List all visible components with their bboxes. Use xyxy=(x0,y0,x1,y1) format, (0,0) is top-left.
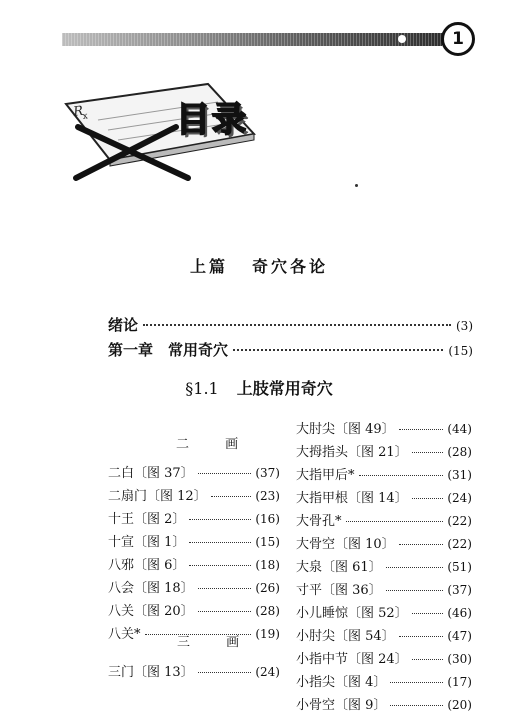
dot-leader xyxy=(198,588,252,589)
entry-page: (37) xyxy=(255,466,280,480)
dot-leader xyxy=(198,473,252,474)
entry-name: 小指尖〔图 4〕 xyxy=(296,675,387,690)
entry-page: (20) xyxy=(447,698,472,712)
entry-page: (46) xyxy=(447,606,472,620)
entry-name: 八关* xyxy=(108,627,141,642)
entry-name: 小肘尖〔图 54〕 xyxy=(296,629,395,644)
entry-page: (24) xyxy=(255,665,280,679)
toc-entry[interactable] xyxy=(296,510,472,530)
dot-leader xyxy=(412,659,444,660)
entry-page: (28) xyxy=(447,445,472,459)
header-decor-dot xyxy=(398,35,406,43)
dot-leader xyxy=(346,521,444,522)
section-name: 上肢常用奇穴 xyxy=(236,379,333,398)
dot-leader xyxy=(198,672,252,673)
dot-leader xyxy=(412,613,444,614)
entry-page: (19) xyxy=(255,627,280,641)
dot-leader xyxy=(399,544,444,545)
entry-name: 八邪〔图 6〕 xyxy=(108,558,186,573)
part-name: 奇穴各论 xyxy=(252,257,329,276)
entry-page: (16) xyxy=(255,512,280,526)
entry-name: 大拇指头〔图 21〕 xyxy=(296,445,408,460)
chapter-label: 绪论 xyxy=(108,316,139,334)
entry-name: 二白〔图 37〕 xyxy=(108,466,194,481)
toc-entry[interactable] xyxy=(296,694,472,714)
toc-entry[interactable] xyxy=(296,533,472,553)
dot-leader xyxy=(233,349,443,351)
toc-entry[interactable] xyxy=(296,602,472,622)
dot-leader xyxy=(143,324,451,326)
entry-name: 十王〔图 2〕 xyxy=(108,512,186,527)
entry-name: 小骨空〔图 9〕 xyxy=(296,698,387,713)
entry-page: (44) xyxy=(447,422,472,436)
toc-entry[interactable] xyxy=(296,625,472,645)
toc-entry[interactable] xyxy=(108,531,280,551)
dot-leader xyxy=(145,634,252,635)
toc-entry[interactable] xyxy=(108,508,280,528)
entry-name: 大肘尖〔图 49〕 xyxy=(296,422,395,437)
entry-name: 二扇门〔图 12〕 xyxy=(108,489,207,504)
toc-entry[interactable] xyxy=(108,623,280,643)
toc-entry[interactable] xyxy=(296,441,472,461)
toc-entry[interactable] xyxy=(296,464,472,484)
entry-page: (30) xyxy=(447,652,472,666)
entry-page: (22) xyxy=(447,514,472,528)
dot-leader xyxy=(399,636,444,637)
group-heading: 三 画 xyxy=(177,635,256,650)
group-heading: 二 画 xyxy=(176,437,255,452)
dot-leader xyxy=(412,452,444,453)
entry-name: 大指甲后* xyxy=(296,468,355,483)
entry-page: (31) xyxy=(447,468,472,482)
dot-leader xyxy=(412,498,444,499)
entry-page: (47) xyxy=(447,629,472,643)
dot-leader xyxy=(189,565,251,566)
entry-page: (37) xyxy=(447,583,472,597)
chapter-page: (3) xyxy=(456,319,473,333)
entry-name: 寸平〔图 36〕 xyxy=(296,583,382,598)
chapter-label: 第一章 常用奇穴 xyxy=(108,341,229,359)
toc-entry[interactable] xyxy=(108,485,280,505)
entry-name: 大骨孔* xyxy=(296,514,342,529)
entry-name: 大骨空〔图 10〕 xyxy=(296,537,395,552)
print-speck xyxy=(355,184,358,187)
entry-page: (22) xyxy=(447,537,472,551)
dot-leader xyxy=(198,611,252,612)
entry-page: (26) xyxy=(255,581,280,595)
toc-title: 目录 xyxy=(176,100,248,140)
entry-page: (23) xyxy=(255,489,280,503)
entry-name: 小儿睡惊〔图 52〕 xyxy=(296,606,408,621)
toc-entry[interactable] xyxy=(108,600,280,620)
entry-name: 小指中节〔图 24〕 xyxy=(296,652,408,667)
header-decor-bar xyxy=(62,33,442,46)
dot-leader xyxy=(386,590,444,591)
toc-entry[interactable] xyxy=(296,556,472,576)
entry-page: (17) xyxy=(447,675,472,689)
toc-entry[interactable] xyxy=(296,648,472,668)
toc-entry[interactable] xyxy=(296,671,472,691)
toc-entry[interactable] xyxy=(108,661,280,681)
entry-name: 大指甲根〔图 14〕 xyxy=(296,491,408,506)
dot-leader xyxy=(359,475,444,476)
dot-leader xyxy=(189,542,251,543)
dot-leader xyxy=(390,682,443,683)
entry-name: 三门〔图 13〕 xyxy=(108,665,194,680)
toc-chapter-row[interactable] xyxy=(108,339,473,359)
dot-leader xyxy=(399,429,444,430)
section-heading xyxy=(0,376,518,399)
dot-leader xyxy=(211,496,252,497)
entry-name: 八会〔图 18〕 xyxy=(108,581,194,596)
dot-leader xyxy=(390,705,443,706)
entry-page: (24) xyxy=(447,491,472,505)
toc-chapter-row[interactable] xyxy=(108,314,473,334)
entry-page: (15) xyxy=(255,535,280,549)
toc-entry[interactable] xyxy=(296,418,472,438)
page-number-badge xyxy=(441,22,475,56)
entry-name: 大泉〔图 61〕 xyxy=(296,560,382,575)
section-number: §1.1 xyxy=(185,379,219,398)
part-heading xyxy=(0,254,518,277)
toc-entry[interactable] xyxy=(108,554,280,574)
entry-page: (51) xyxy=(447,560,472,574)
dot-leader xyxy=(386,567,444,568)
toc-entry[interactable] xyxy=(108,462,280,482)
toc-entry[interactable] xyxy=(296,579,472,599)
toc-entry[interactable] xyxy=(296,487,472,507)
entry-page: (18) xyxy=(255,558,280,572)
entry-name: 八关〔图 20〕 xyxy=(108,604,194,619)
page-number: 1 xyxy=(452,29,464,49)
dot-leader xyxy=(189,519,251,520)
svg-text:R: R xyxy=(72,103,85,120)
entry-name: 十宣〔图 1〕 xyxy=(108,535,186,550)
part-label: 上篇 xyxy=(189,257,228,276)
toc-entry[interactable] xyxy=(108,577,280,597)
chapter-page: (15) xyxy=(448,344,473,358)
svg-text:x: x xyxy=(82,111,89,122)
entry-page: (28) xyxy=(255,604,280,618)
